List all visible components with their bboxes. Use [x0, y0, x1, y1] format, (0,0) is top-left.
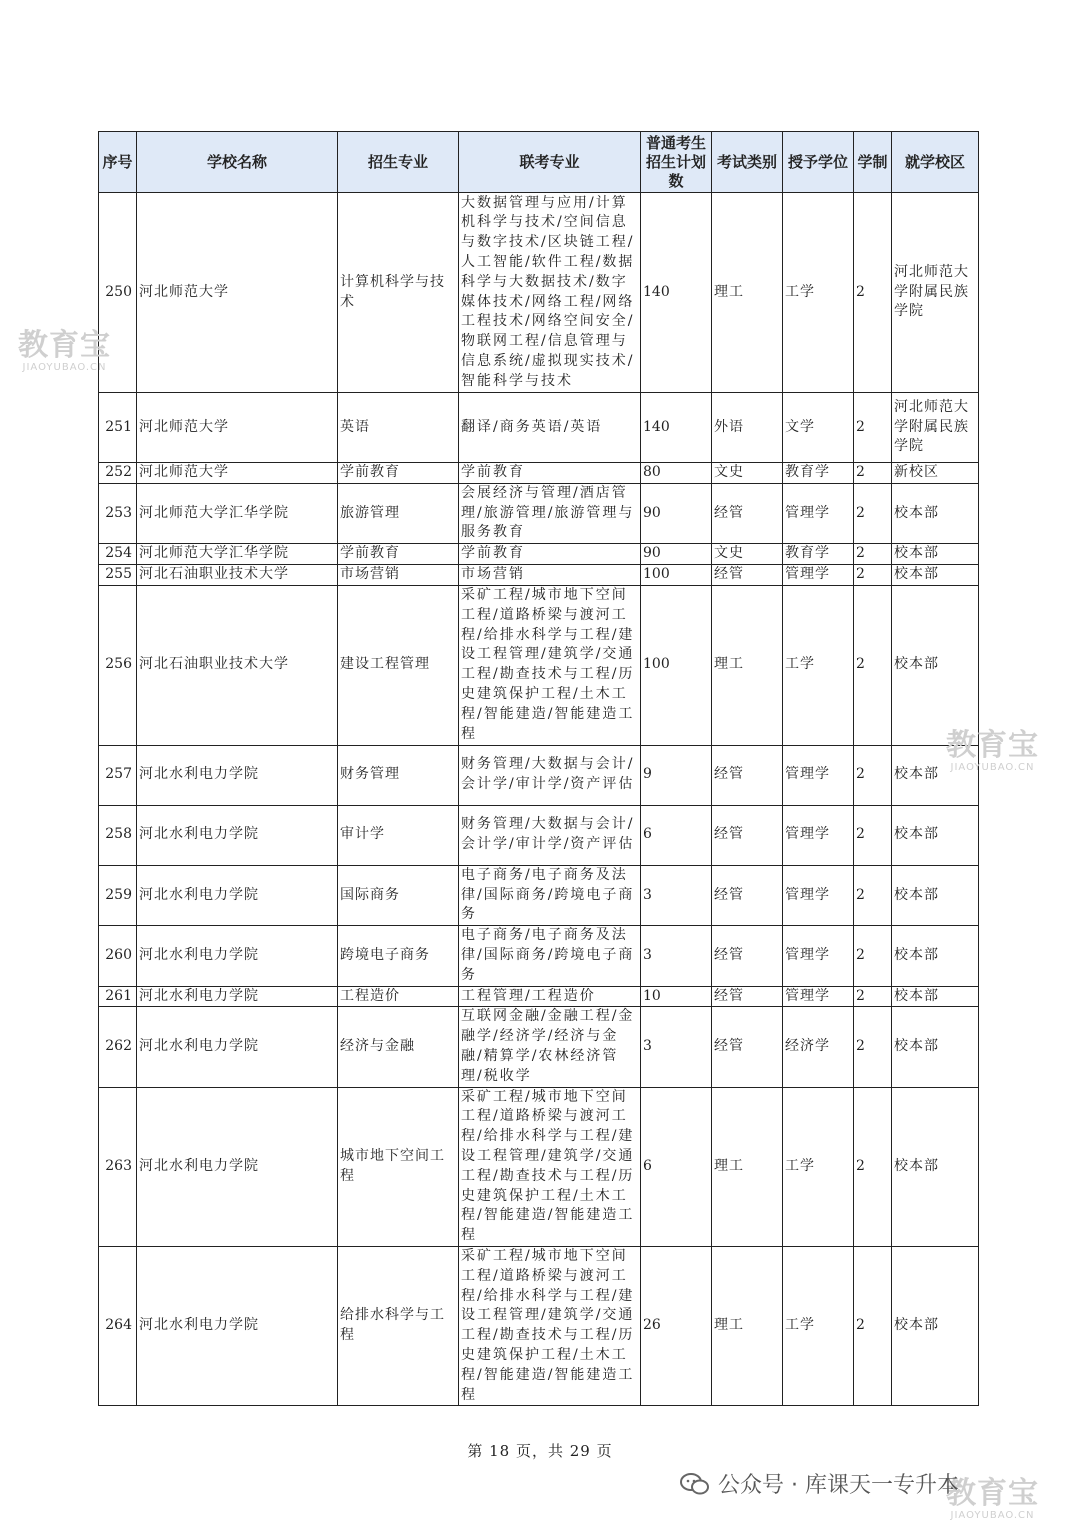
watermark-cn: 教育宝 — [18, 328, 111, 363]
cell-campus: 校本部 — [892, 805, 979, 865]
cell-school: 河北水利电力学院 — [137, 805, 338, 865]
header-degree: 授予学位 — [783, 132, 854, 193]
cell-no: 250 — [99, 193, 137, 393]
cell-plan: 90 — [641, 544, 712, 565]
cell-exam-major: 采矿工程/城市地下空间工程/道路桥梁与渡河工程/给排水科学与工程/建设工程管理/建筑学/交通工程/勘查技术与工程/历史建筑保护工程/土木工程/智能建造/智能建造工程 — [459, 1246, 641, 1405]
cell-exam-major: 采矿工程/城市地下空间工程/道路桥梁与渡河工程/给排水科学与工程/建设工程管理/建筑学/交通工程/勘查技术与工程/历史建筑保护工程/土木工程/智能建造/智能建造工程 — [459, 585, 641, 745]
cell-no: 257 — [99, 745, 137, 805]
cell-plan: 80 — [641, 463, 712, 484]
cell-category: 文史 — [712, 544, 783, 565]
cell-years: 2 — [854, 544, 892, 565]
cell-school: 河北师范大学汇华学院 — [137, 483, 338, 543]
cell-major: 审计学 — [338, 805, 459, 865]
cell-degree: 管理学 — [783, 865, 854, 925]
cell-school: 河北水利电力学院 — [137, 986, 338, 1007]
table-row — [99, 1087, 979, 1246]
cell-category: 经管 — [712, 483, 783, 543]
cell-plan: 3 — [641, 926, 712, 986]
cell-major: 市场营销 — [338, 564, 459, 585]
cell-school: 河北水利电力学院 — [137, 865, 338, 925]
wechat-icon — [680, 1472, 710, 1496]
table-row — [99, 483, 979, 543]
header-exam-major: 联考专业 — [459, 132, 641, 193]
cell-no: 260 — [99, 926, 137, 986]
cell-plan: 3 — [641, 865, 712, 925]
cell-degree: 管理学 — [783, 805, 854, 865]
cell-school: 河北水利电力学院 — [137, 1246, 338, 1405]
cell-category: 文史 — [712, 463, 783, 484]
cell-exam-major: 学前教育 — [459, 463, 641, 484]
table-row — [99, 1246, 979, 1405]
cell-major: 财务管理 — [338, 745, 459, 805]
watermark-en: JIAOYUBAO.CN — [22, 362, 107, 373]
cell-no: 255 — [99, 564, 137, 585]
cell-campus: 校本部 — [892, 483, 979, 543]
cell-degree: 教育学 — [783, 544, 854, 565]
cell-school: 河北石油职业技术大学 — [137, 585, 338, 745]
cell-no: 252 — [99, 463, 137, 484]
cell-school: 河北水利电力学院 — [137, 926, 338, 986]
cell-years: 2 — [854, 1246, 892, 1405]
cell-category: 理工 — [712, 1246, 783, 1405]
cell-exam-major: 会展经济与管理/酒店管理/旅游管理/旅游管理与服务教育 — [459, 483, 641, 543]
cell-no: 263 — [99, 1087, 137, 1246]
table-row — [99, 986, 979, 1007]
cell-no: 253 — [99, 483, 137, 543]
cell-no: 256 — [99, 585, 137, 745]
cell-category: 理工 — [712, 1087, 783, 1246]
table-row — [99, 193, 979, 393]
cell-campus: 校本部 — [892, 1246, 979, 1405]
cell-campus: 校本部 — [892, 544, 979, 565]
table-row — [99, 393, 979, 463]
cell-campus: 校本部 — [892, 564, 979, 585]
cell-major: 跨境电子商务 — [338, 926, 459, 986]
cell-category: 经管 — [712, 564, 783, 585]
cell-degree: 管理学 — [783, 745, 854, 805]
cell-plan: 6 — [641, 1087, 712, 1246]
cell-major: 给排水科学与工程 — [338, 1246, 459, 1405]
cell-years: 2 — [854, 986, 892, 1007]
cell-category: 理工 — [712, 585, 783, 745]
cell-degree: 文学 — [783, 393, 854, 463]
wechat-label: 公众号 · 库课天一专升本 — [718, 1473, 959, 1498]
cell-campus: 校本部 — [892, 986, 979, 1007]
header-school: 学校名称 — [137, 132, 338, 193]
wechat-account — [680, 1468, 959, 1499]
cell-plan: 100 — [641, 585, 712, 745]
cell-exam-major: 采矿工程/城市地下空间工程/道路桥梁与渡河工程/给排水科学与工程/建设工程管理/建筑学/交通工程/勘查技术与工程/历史建筑保护工程/土木工程/智能建造/智能建造工程 — [459, 1087, 641, 1246]
cell-years: 2 — [854, 926, 892, 986]
cell-degree: 管理学 — [783, 483, 854, 543]
watermark-cn: 教育宝 — [946, 728, 1039, 763]
table-row — [99, 865, 979, 925]
table-row — [99, 564, 979, 585]
cell-no: 254 — [99, 544, 137, 565]
cell-major: 建设工程管理 — [338, 585, 459, 745]
cell-degree: 管理学 — [783, 986, 854, 1007]
header-campus: 就学校区 — [892, 132, 979, 193]
table-header-row — [99, 132, 979, 193]
table-row — [99, 805, 979, 865]
cell-plan: 6 — [641, 805, 712, 865]
cell-plan: 100 — [641, 564, 712, 585]
cell-degree: 工学 — [783, 1246, 854, 1405]
table-row — [99, 463, 979, 484]
cell-campus: 新校区 — [892, 463, 979, 484]
cell-exam-major: 翻译/商务英语/英语 — [459, 393, 641, 463]
cell-school: 河北师范大学 — [137, 393, 338, 463]
cell-campus: 校本部 — [892, 585, 979, 745]
table-row — [99, 585, 979, 745]
cell-category: 经管 — [712, 986, 783, 1007]
cell-degree: 管理学 — [783, 926, 854, 986]
cell-category: 经管 — [712, 745, 783, 805]
cell-years: 2 — [854, 805, 892, 865]
cell-no: 258 — [99, 805, 137, 865]
cell-years: 2 — [854, 564, 892, 585]
table-row — [99, 544, 979, 565]
watermark-right — [946, 730, 1039, 774]
table-row — [99, 745, 979, 805]
table-row — [99, 1007, 979, 1087]
header-category: 考试类别 — [712, 132, 783, 193]
cell-exam-major: 大数据管理与应用/计算机科学与技术/空间信息与数字技术/区块链工程/人工智能/软件工程/数据科学与大数据技术/数字媒体技术/网络工程/网络工程技术/网络空间安全/物联网工程/信息管理与信息系统/虚拟现实技术/智能科学与技术 — [459, 193, 641, 393]
header-years: 学制 — [854, 132, 892, 193]
cell-campus: 河北师范大学附属民族学院 — [892, 393, 979, 463]
cell-degree: 管理学 — [783, 564, 854, 585]
cell-years: 2 — [854, 483, 892, 543]
cell-exam-major: 学前教育 — [459, 544, 641, 565]
cell-exam-major: 市场营销 — [459, 564, 641, 585]
cell-plan: 10 — [641, 986, 712, 1007]
cell-exam-major: 电子商务/电子商务及法律/国际商务/跨境电子商务 — [459, 865, 641, 925]
cell-exam-major: 电子商务/电子商务及法律/国际商务/跨境电子商务 — [459, 926, 641, 986]
cell-major: 旅游管理 — [338, 483, 459, 543]
cell-major: 学前教育 — [338, 463, 459, 484]
cell-campus: 校本部 — [892, 1087, 979, 1246]
cell-plan: 9 — [641, 745, 712, 805]
watermark-en: JIAOYUBAO.CN — [950, 762, 1035, 773]
cell-major: 工程造价 — [338, 986, 459, 1007]
cell-school: 河北水利电力学院 — [137, 745, 338, 805]
cell-category: 经管 — [712, 865, 783, 925]
cell-major: 英语 — [338, 393, 459, 463]
cell-category: 经管 — [712, 1007, 783, 1087]
header-major: 招生专业 — [338, 132, 459, 193]
page-number: 第 18 页，共 29 页 — [467, 1442, 613, 1460]
cell-no: 251 — [99, 393, 137, 463]
watermark-bottom — [946, 1478, 1039, 1522]
cell-exam-major: 财务管理/大数据与会计/会计学/审计学/资产评估 — [459, 745, 641, 805]
cell-school: 河北水利电力学院 — [137, 1087, 338, 1246]
cell-years: 2 — [854, 865, 892, 925]
cell-no: 259 — [99, 865, 137, 925]
cell-plan: 140 — [641, 193, 712, 393]
cell-campus: 河北师范大学附属民族学院 — [892, 193, 979, 393]
cell-plan: 90 — [641, 483, 712, 543]
cell-degree: 经济学 — [783, 1007, 854, 1087]
cell-no: 262 — [99, 1007, 137, 1087]
cell-no: 261 — [99, 986, 137, 1007]
cell-plan: 140 — [641, 393, 712, 463]
watermark-en: JIAOYUBAO.CN — [950, 1510, 1035, 1521]
table-row — [99, 926, 979, 986]
cell-years: 2 — [854, 193, 892, 393]
cell-years: 2 — [854, 1007, 892, 1087]
cell-major: 学前教育 — [338, 544, 459, 565]
cell-years: 2 — [854, 585, 892, 745]
cell-category: 理工 — [712, 193, 783, 393]
cell-school: 河北师范大学 — [137, 193, 338, 393]
cell-degree: 工学 — [783, 1087, 854, 1246]
header-plan: 普通考生招生计划数 — [641, 132, 712, 193]
cell-degree: 教育学 — [783, 463, 854, 484]
header-no: 序号 — [99, 132, 137, 193]
cell-exam-major: 财务管理/大数据与会计/会计学/审计学/资产评估 — [459, 805, 641, 865]
cell-campus: 校本部 — [892, 865, 979, 925]
cell-no: 264 — [99, 1246, 137, 1405]
cell-years: 2 — [854, 745, 892, 805]
cell-degree: 工学 — [783, 193, 854, 393]
cell-exam-major: 工程管理/工程造价 — [459, 986, 641, 1007]
cell-campus: 校本部 — [892, 1007, 979, 1087]
cell-major: 国际商务 — [338, 865, 459, 925]
cell-category: 经管 — [712, 805, 783, 865]
cell-degree: 工学 — [783, 585, 854, 745]
cell-category: 外语 — [712, 393, 783, 463]
cell-plan: 26 — [641, 1246, 712, 1405]
cell-campus: 校本部 — [892, 745, 979, 805]
cell-category: 经管 — [712, 926, 783, 986]
cell-years: 2 — [854, 1087, 892, 1246]
cell-plan: 3 — [641, 1007, 712, 1087]
cell-exam-major: 互联网金融/金融工程/金融学/经济学/经济与金融/精算学/农林经济管理/税收学 — [459, 1007, 641, 1087]
cell-major: 经济与金融 — [338, 1007, 459, 1087]
cell-school: 河北水利电力学院 — [137, 1007, 338, 1087]
cell-school: 河北师范大学 — [137, 463, 338, 484]
watermark-left — [18, 330, 111, 374]
cell-campus: 校本部 — [892, 926, 979, 986]
cell-major: 城市地下空间工程 — [338, 1087, 459, 1246]
cell-major: 计算机科学与技术 — [338, 193, 459, 393]
cell-years: 2 — [854, 463, 892, 484]
watermark-cn: 教育宝 — [946, 1476, 1039, 1511]
cell-school: 河北师范大学汇华学院 — [137, 544, 338, 565]
cell-years: 2 — [854, 393, 892, 463]
admission-table — [98, 131, 979, 1406]
cell-school: 河北石油职业技术大学 — [137, 564, 338, 585]
